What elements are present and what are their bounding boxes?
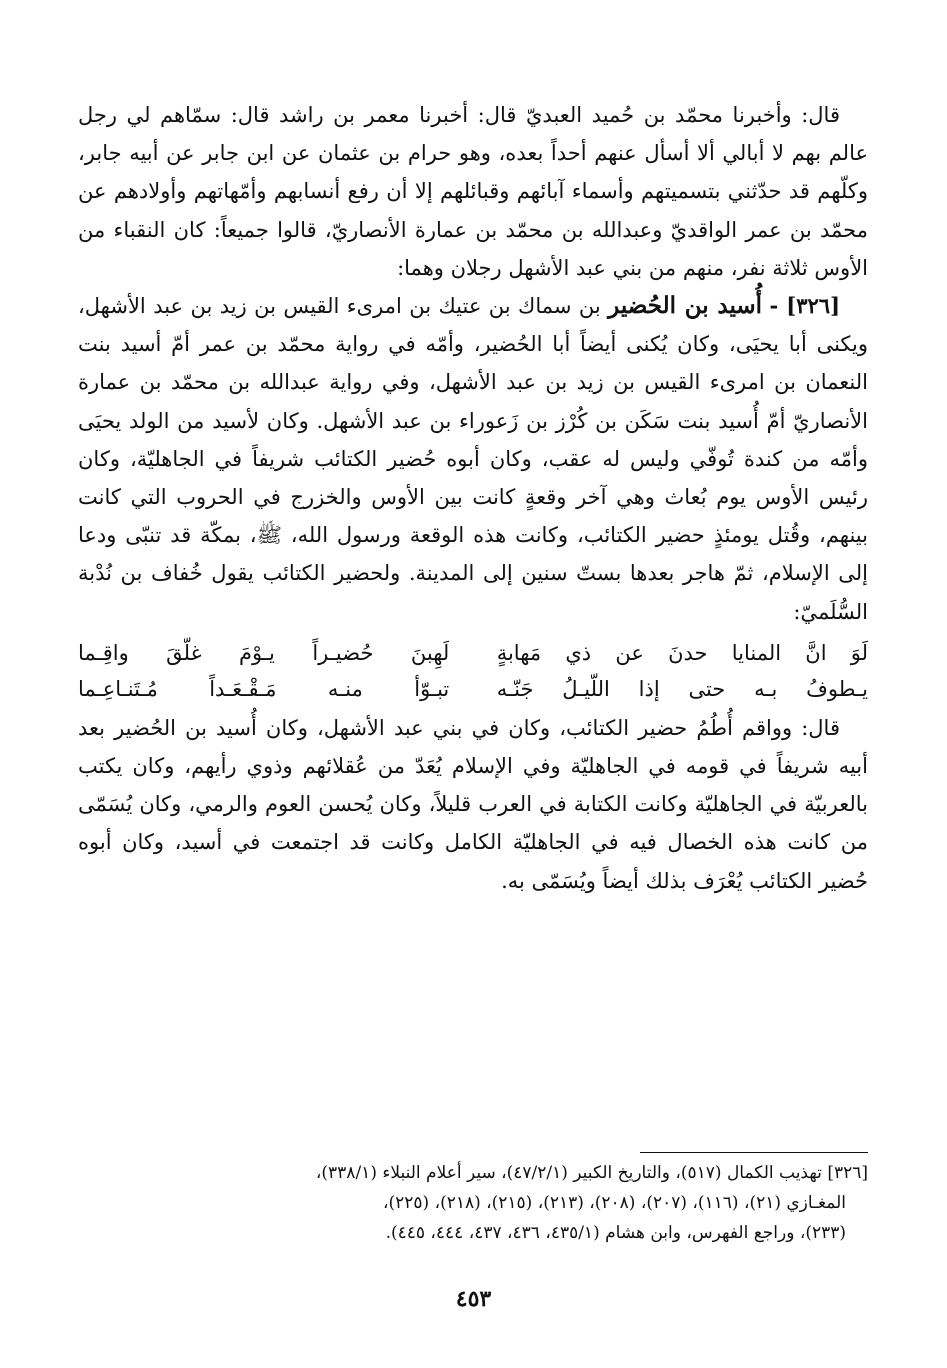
verse-second-hemistich: لَهِبنَ حُضيـراً يـوْمَ غلّقَ واقِـما	[78, 640, 450, 665]
entry-text: بن سماك بن عتيك بن امرىء القيس بن زيد بن عبد الأشهل، ويكنى أبا يحيَى، وكان يُكنى أيضاً أبا الحُضير، وأمّه في رواية محمّد بن عمر أمّ أسيد بنت النعمان بن امرىء القيس بن زيد بن عبد الأشهل، وفي رواية عبدالله بن محمّد بن عمارة الأنصاريّ أمّ أُسيد بنت سَكَن بن كُرْز بن زَعوراء بن عبد الأشهل. وكان لأسيد من الولد يحيَى وأمّه من كندة تُوفّي وليس له عقب، وكان أبوه حُضير الكتائب شريفاً في الجاهليّة، وكان رئيس الأوس يوم بُعاث وهي آخر وقعةٍ كانت بين الأوس والخزرج في الحروب التي كانت بينهم، وقُتل يومئذٍ حضير الكتائب، وكانت هذه الوقعة ورسول الله، ﷺ، بمكّة قد تنبّى ودعا إلى الإسلام، ثمّ هاجر بعدها بستّ سنين إلى المدينة. ولحضير الكتائب يقول خُفاف بن نُدْبة السُّلَميّ:	[78, 294, 868, 624]
entry-name: أُسيد بن الحُضير	[608, 292, 763, 320]
entry-number: [٣٢٦] -	[769, 293, 840, 319]
verse-first-hemistich: لَوَ انَّ المنايا حدنَ عن ذي مَهابةٍ	[496, 640, 868, 665]
footnote	[150, 1158, 868, 1248]
page-number: ٤٥٣	[455, 1286, 492, 1312]
footnote-line: (٢٣٣)، وراجع الفهرس، وابن هشام (٤٣٥/١، ٤٣٦، ٤٣٧، ٤٤٤، ٤٤٥).	[385, 1223, 846, 1243]
paragraph-narration: قال: وأخبرنا محمّد بن حُميد العبديّ قال: أخبرنا معمر بن راشد قال: سمّاهم لي رجل عالم بهم لا أبالي ألا أسأل عنهم أحداً بعده، وهو حرام بن عثمان عن ابن جابر عن أبيه جابر، وكلّهم قد حدّثني بتسميتهم وأسماء آبائهم وقبائلهم إلا أن رفع أنسابهم وأمّهاتهم وأولادهم عن محمّد بن عمر الواقديّ وعبدالله بن محمّد بن عمارة الأنصاريّ، قالوا جميعاً: كان النقباء من الأوس ثلاثة نفر، منهم من بني عبد الأشهل رجلان وهما:	[78, 103, 868, 280]
poem	[78, 635, 868, 707]
paragraph-closing: قال: وواقم أُطُمُ حضير الكتائب، وكان في بني عبد الأشهل، وكان أُسيد بن الحُضير بعد أبيه شريفاً في قومه في الجاهليّة وفي الإسلام يُعَدّ من عُقلائهم وذوي رأيهم، وكان يكتب بالعربيّة في الجاهليّة وكانت الكتابة في العرب قليلاً، وكان يُحسن العوم والرمي، وكان يُسَمّى من كانت هذه الخصال فيه في الجاهليّة الكامل وكانت قد اجتمعت في أسيد، وكان أبوه حُضير الكتائب يُعْرَف بذلك أيضاً ويُسَمّى به.	[78, 715, 868, 893]
footnote-divider	[640, 1152, 868, 1153]
verse-second-hemistich: تبـوّأ منـه مَـقْـعَـداً مُـتَنـاعِـما	[78, 676, 450, 701]
paragraph-biography	[78, 287, 868, 631]
footnote-line: المغـازي (٢١)، (١١٦)، (٢٠٧)، (٢٠٨)، (٢١٣)، (٢١٥)، (٢١٨)، (٢٢٥)،	[383, 1193, 846, 1213]
poem-verse	[78, 635, 868, 671]
main-text	[78, 96, 868, 900]
footnote-line: [٣٢٦] تهذيب الكمال (٥١٧)، والتاريخ الكبير (٤٧/٢/١)، سير أعلام النبلاء (٣٣٨/١)،	[315, 1163, 868, 1183]
poem-verse	[78, 671, 868, 707]
verse-first-hemistich: يـطوفُ بـه حتى إذا اللّيـلُ جَنّـه	[496, 676, 868, 701]
